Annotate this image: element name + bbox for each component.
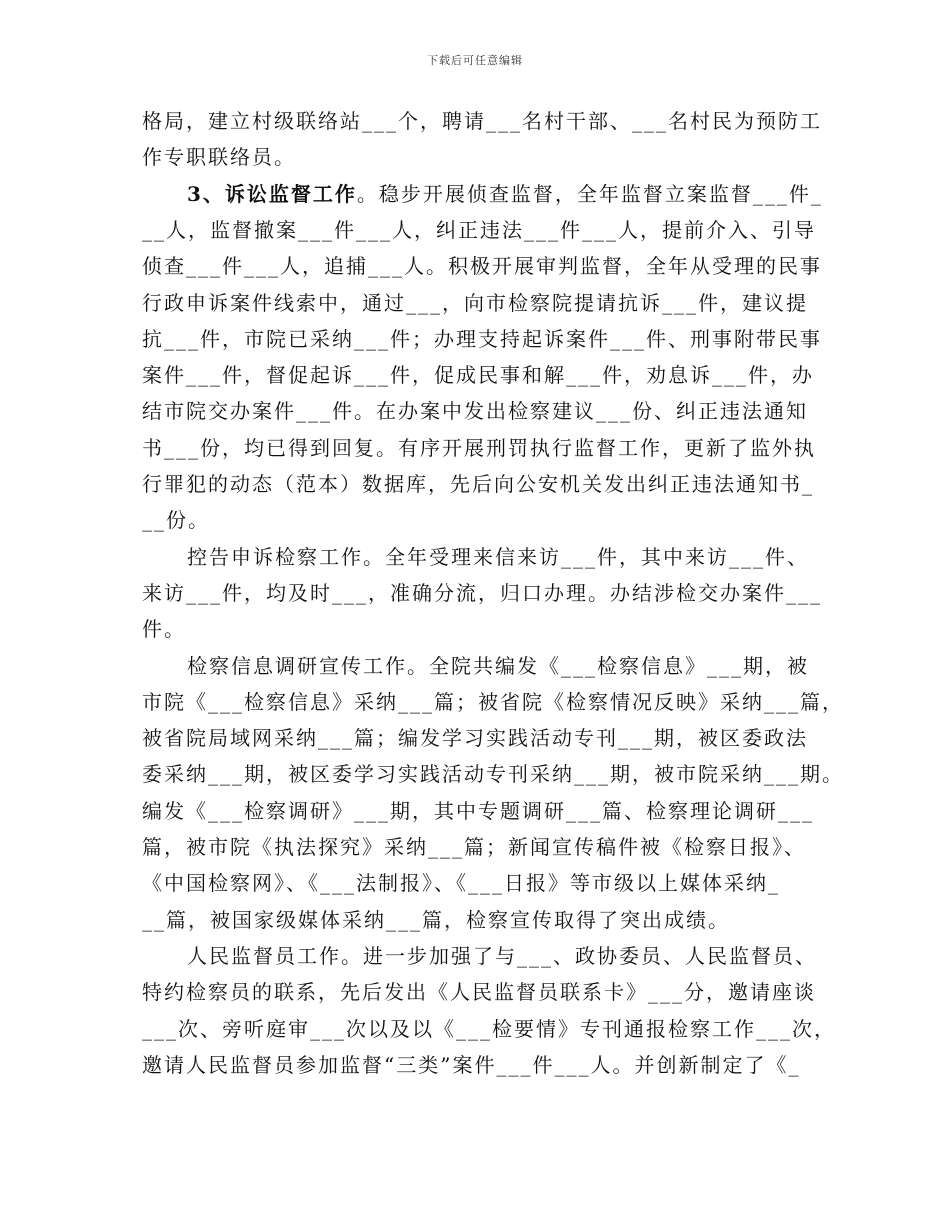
- section-heading: 3、诉讼监督工作: [187, 181, 357, 206]
- text-line: [142, 473, 822, 495]
- line-text: 邀请人民监督员参加监督“三类”案件___件___人。并创新制定了《_: [142, 1052, 801, 1077]
- line-text: 篇，被市院《执法探究》采纳___篇；新闻宣传稿件被《检察日报》、: [142, 835, 806, 859]
- line-text: 结市院交办案件___件。在办案中发出检察建议___份、纠正违法通知: [142, 399, 808, 424]
- line-text: 检察信息调研宣传工作。全院共编发《___检察信息》___期，被: [187, 653, 809, 678]
- line-text: 控告申诉检察工作。全年受理来信来访___件，其中来访___件、: [187, 544, 809, 569]
- text-line: [142, 909, 822, 931]
- line-text: 侦查___件___人，追捕___人。积极开展审判监督，全年从受理的民事: [142, 254, 822, 279]
- text-line: [142, 618, 822, 640]
- line-text: ___次、旁听庭审___次以及以《___检要情》专刊通报检察工作___次，: [142, 1016, 836, 1041]
- line-text: 编发《___检察调研》___期，其中专题调研___篇、检察理论调研___: [142, 798, 814, 823]
- line-text: 案件___件，督促起诉___件，促成民事和解___件，劝息诉___件，办: [142, 363, 814, 388]
- text-line: [142, 1054, 822, 1076]
- text-line: [187, 655, 867, 677]
- text-line: [142, 219, 822, 241]
- line-text: 书___份，均已得到回复。有序开展刑罚执行监督工作，更新了监外执: [142, 435, 816, 460]
- text-line: [142, 836, 822, 858]
- line-text: __篇，被国家级媒体采纳___篇，检察宣传取得了突出成绩。: [142, 907, 730, 932]
- line-text: 委采纳___期，被区委学习实践活动专刊采纳___期，被市院采纳___期。: [142, 762, 844, 787]
- line-text: __人，监督撤案___件___人，纠正违法___件___人，提前介入、引导: [142, 217, 816, 242]
- text-line: [142, 509, 822, 531]
- text-line: [142, 689, 844, 714]
- text-line: [142, 292, 822, 314]
- line-text: 市院《___检察信息》采纳___篇；被省院《检察情况反映》采纳___篇，: [142, 689, 844, 714]
- line-text: 特约检察员的联系，先后发出《人民监督员联系卡》___分，邀请座谈: [142, 980, 816, 1005]
- text-line: [142, 981, 822, 1003]
- text-line: [142, 762, 844, 787]
- line-text: 。稳步开展侦查监督，全年监督立案监督___件_: [356, 181, 823, 206]
- text-line: [142, 110, 822, 132]
- line-text: 格局，建立村级联络站___个，聘请___名村干部、___名村民为预防工: [142, 109, 822, 133]
- line-text: 件。: [142, 617, 186, 642]
- text-line: [187, 183, 867, 205]
- text-line: [142, 582, 822, 604]
- text-line: [142, 437, 822, 459]
- text-line: [187, 546, 867, 568]
- line-text: 来访___件，均及时___，准确分流，归口办理。办结涉检交办案件___: [142, 580, 822, 605]
- line-text: __份。: [142, 508, 210, 533]
- text-line: [142, 364, 822, 386]
- text-line: [142, 727, 822, 749]
- text-line: [142, 1016, 836, 1041]
- line-text: 被省院局域网采纳___篇；编发学习实践活动专刊___期，被区委政法: [142, 726, 808, 751]
- line-text: 行政申诉案件线索中，通过___，向市检察院提请抗诉___件，建议提: [142, 290, 808, 315]
- text-line: [187, 945, 867, 967]
- text-line: [142, 146, 822, 168]
- line-text: 抗___件，市院已采纳___件；办理支持起诉案件___件、刑事附带民事: [142, 326, 822, 351]
- text-line: [142, 255, 822, 277]
- line-text: 《中国检察网》、《___法制报》、《___日报》等市级以上媒体采纳_: [142, 871, 780, 896]
- text-line: [142, 400, 822, 422]
- line-text: 作专职联络员。: [142, 145, 296, 170]
- text-line: [142, 800, 822, 822]
- text-line: [142, 872, 822, 894]
- text-line: [142, 328, 822, 350]
- page-header: 下载后可任意编辑: [427, 54, 523, 67]
- line-text: 人民监督员工作。进一步加强了与___、政协委员、人民监督员、: [187, 943, 817, 968]
- line-text: 行罪犯的动态（范本）数据库，先后向公安机关发出纠正违法通知书_: [142, 472, 814, 496]
